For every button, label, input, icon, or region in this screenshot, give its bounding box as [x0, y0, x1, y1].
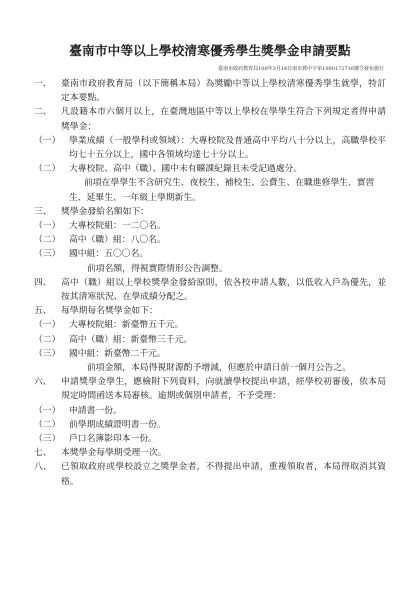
article-item	[34, 460, 386, 488]
article-item	[34, 318, 386, 332]
subitem-number: （二）	[34, 419, 61, 430]
subitem-text: 大專校院、高中（職）、國中未有曠課紀錄且未受記過處分。	[69, 164, 303, 175]
article-item	[34, 333, 386, 347]
article-number: 五、	[34, 306, 52, 317]
article-text: 高中（職）組以上學校獎學金發給原則，依各校申請人數，以低收入戶為優先，並按其清寒狀況、在學成績分配之。	[61, 277, 386, 303]
subitem-text: 大專校院組：一二〇名。	[69, 221, 166, 232]
subitem-number: （三）	[34, 348, 61, 359]
article-text: 凡設籍本市六個月以上，在臺灣地區中等以上學校在學學生符合下列規定者得申請獎學金：	[61, 107, 386, 132]
subitem-text: 學業成績（一般學科或領域）：大專校院及普通高中平均八十分以上，高職學校平均七十五分以上，國中各領域均達七十分以上。	[69, 135, 386, 161]
article-number: 二、	[34, 107, 52, 118]
article-item	[34, 304, 386, 318]
article-item	[34, 134, 386, 162]
article-text: 獎學金發給名額如下：	[61, 206, 149, 217]
article-item	[34, 276, 386, 304]
paragraph-continuation: 前項名額，得視實際情形公告調整。	[87, 263, 228, 274]
article-text: 臺南市政府教育局（以下簡稱本局）為獎勵中等以上學校清寒優秀學生就學，特訂定本要點。	[61, 79, 386, 104]
subitem-number: （三）	[34, 434, 61, 445]
article-item	[34, 432, 386, 446]
subitem-number: （一）	[34, 135, 61, 146]
subitem-number: （一）	[34, 405, 61, 416]
article-number: 三、	[34, 206, 52, 217]
article-item	[34, 247, 386, 261]
article-text: 已領取政府或學校設立之獎學金者，不得提出申請，重複領取者，本局得取消其資格。	[61, 462, 386, 487]
article-item	[34, 233, 386, 247]
issuance-note: 臺南市政府教育局100年3月14日南市教中字第1000172716號令發布施行	[218, 66, 384, 72]
article-number: 四、	[34, 277, 52, 288]
article-item	[34, 219, 386, 233]
paragraph-continuation: 前項金額，本局得視財源酌予增減，但應於申請日前一個月公告之。	[87, 363, 351, 374]
paragraph-continuation: 前項在學學生不含研究生、夜校生、補校生、公費生、在職進修學生、實習生、延畢生、一年級上學期新生。	[69, 178, 375, 203]
article-text: 每學期每名獎學金如下：	[61, 306, 158, 317]
subitem-number: （三）	[34, 249, 61, 260]
article-text: 申請獎學金學生，應檢附下列資料，向就讀學校提出申請，經學校初審後，依本局規定時間函送本局審核。逾期或個別申請者，不予受理：	[61, 377, 386, 402]
article-item	[34, 347, 386, 361]
article-item	[34, 77, 386, 105]
subitem-number: （二）	[34, 164, 61, 175]
subitem-text: 戶口名簿影印本一份。	[69, 434, 157, 445]
subitem-text: 大專校院組：新臺幣五千元。	[69, 320, 184, 331]
subitem-text: 高中（職）組：八〇名。	[69, 235, 166, 246]
document-body	[34, 77, 386, 489]
subitem-text: 國中組：新臺幣二千元。	[69, 348, 166, 359]
article-number: 一、	[34, 79, 52, 89]
article-item	[34, 105, 386, 133]
subitem-number: （二）	[34, 235, 61, 246]
article-number: 七、	[34, 448, 52, 459]
article-text: 本獎學金每學期受理一次。	[61, 448, 167, 459]
article-number: 六、	[34, 377, 52, 388]
article-item	[34, 446, 386, 460]
article-item	[34, 418, 386, 432]
subitem-text: 前學期成績證明書一份。	[69, 419, 166, 430]
subitem-number: （一）	[34, 221, 61, 232]
subitem-text: 高中（職）組：新臺幣三千元。	[69, 334, 193, 345]
document-title: 臺南市中等以上學校清寒優秀學生獎學金申請要點	[69, 43, 351, 58]
subitem-text: 國中組：五〇〇名。	[69, 249, 149, 260]
article-number: 八、	[34, 462, 52, 473]
subitem-number: （二）	[34, 334, 61, 345]
article-item	[34, 162, 386, 176]
article-item	[34, 404, 386, 418]
subitem-text: 申請書一份。	[69, 405, 122, 416]
article-item	[34, 205, 386, 219]
article-item	[34, 375, 386, 403]
subitem-number: （一）	[34, 320, 61, 331]
